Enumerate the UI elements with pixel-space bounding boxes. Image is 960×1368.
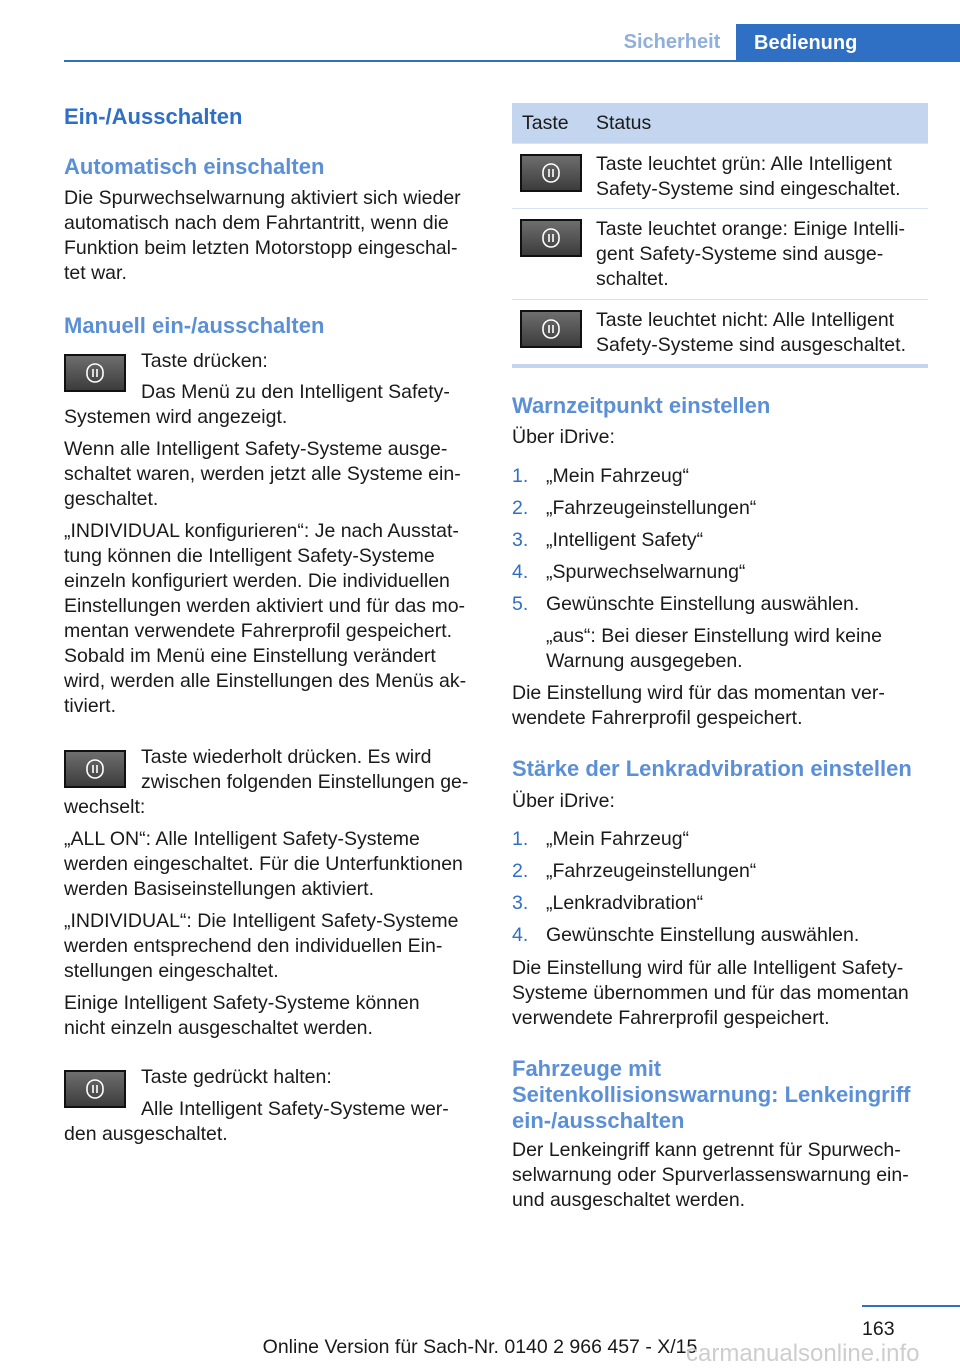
safety-icon — [85, 362, 105, 384]
text-line: Taste leuchtet grün: Alle Intelligent — [596, 153, 892, 175]
list-number: 1. — [512, 465, 529, 487]
heading-line: Fahrzeuge mit — [512, 1056, 662, 1081]
tab-sicherheit[interactable]: Sicherheit — [623, 31, 721, 53]
list-number: 3. — [512, 892, 529, 914]
paragraph-individual-konfigurieren — [64, 519, 476, 719]
list-text: „Fahrzeugeinstellungen“ — [546, 497, 757, 519]
text-line: „aus“: Bei dieser Einstellung wird keine — [546, 625, 882, 647]
paragraph-gespeichert — [512, 681, 928, 731]
table-header — [512, 103, 928, 143]
list-number: 4. — [512, 924, 529, 946]
text-line: mentan verwendete Fahrerprofil gespeichert. — [64, 620, 453, 642]
text-line: werden eingeschaltet. Für die Unterfunktionen — [64, 853, 463, 875]
text-line: Systeme übernommen und für das momentan — [512, 982, 909, 1004]
heading-manuell: Manuell ein-/ausschalten — [64, 313, 325, 338]
list-number: 4. — [512, 561, 529, 583]
list-number: 1. — [512, 828, 529, 850]
aus-note — [546, 624, 928, 674]
text-line: geschaltet. — [64, 488, 159, 510]
list-text: Gewünschte Einstellung auswählen. — [546, 924, 860, 946]
text-line: tung können die Intelligent Safety-Systeme — [64, 545, 435, 567]
text-line: stellungen eingeschaltet. — [64, 960, 279, 982]
text-line: einzeln konfiguriert werden. Die individuellen — [64, 570, 450, 592]
row-status — [596, 308, 926, 358]
status-table — [512, 103, 928, 364]
paragraph-lenkeingriff — [512, 1138, 928, 1213]
btn2-line3: wechselt: — [64, 796, 146, 818]
text-line: Die Einstellung wird für alle Intelligent Safety- — [512, 957, 904, 979]
safety-button-icon — [520, 154, 582, 192]
table-bottom-rule — [512, 364, 928, 368]
text-line: Sobald im Menü eine Einstellung verändert — [64, 645, 436, 667]
table-row — [512, 143, 928, 208]
safety-button-icon — [520, 310, 582, 348]
list-text: „Intelligent Safety“ — [546, 529, 704, 551]
list-text: „Mein Fahrzeug“ — [546, 828, 690, 850]
btn1-line2: Das Menü zu den Intelligent Safety- — [141, 381, 450, 403]
list-text: „Mein Fahrzeug“ — [546, 465, 690, 487]
text-line: schaltet waren, werden jetzt alle Systeme ein- — [64, 463, 461, 485]
safety-button-icon — [64, 1070, 126, 1108]
text-line: Warnung ausgegeben. — [546, 650, 743, 672]
header-rule — [64, 60, 960, 62]
paragraph-wenn-alle — [64, 437, 476, 512]
row-status — [596, 217, 926, 292]
watermark: carmanualsonline.info — [686, 1340, 920, 1367]
list-text: Gewünschte Einstellung auswählen. — [546, 593, 860, 615]
btn2-line2: zwischen folgenden Einstellungen ge- — [141, 771, 469, 793]
heading-warnzeitpunkt: Warnzeitpunkt einstellen — [512, 393, 771, 418]
footer-online-version: Online Version für Sach-Nr. 0140 2 966 457 - X/15 — [262, 1336, 698, 1358]
list-number: 2. — [512, 497, 529, 519]
list-text: „Lenkradvibration“ — [546, 892, 704, 914]
page-number-rule — [862, 1305, 960, 1307]
safety-icon — [541, 162, 561, 184]
text-line: wird, werden alle Einstellungen des Menüs ak- — [64, 670, 467, 692]
text-line: „INDIVIDUAL konfigurieren“: Je nach Ausstat- — [64, 520, 459, 542]
btn1-line1: Taste drücken: — [141, 350, 268, 372]
tab-bedienung[interactable]: Bedienung — [736, 24, 960, 62]
col-status: Status — [596, 111, 652, 134]
heading-staerke: Stärke der Lenkradvibration einstellen — [512, 756, 912, 781]
list-number: 5. — [512, 593, 529, 615]
text-line: und ausgeschaltet werden. — [512, 1189, 746, 1211]
text-line: Safety-Systeme sind eingeschaltet. — [596, 178, 901, 200]
row-status — [596, 152, 926, 202]
text-line: gent Safety-Systeme sind ausge- — [596, 243, 884, 265]
col-taste: Taste — [522, 111, 569, 134]
safety-button-icon — [520, 219, 582, 257]
btn1-line3: Systemen wird angezeigt. — [64, 406, 288, 428]
paragraph-automatisch — [64, 186, 476, 286]
ueber-idrive-1: Über iDrive: — [512, 426, 615, 448]
text-line: Die Einstellung wird für das momentan ver- — [512, 682, 885, 704]
paragraph-all-on — [64, 827, 476, 902]
text-line: Die Spurwechselwarnung aktiviert sich wieder — [64, 187, 461, 209]
list-text: „Spurwechselwarnung“ — [546, 561, 746, 583]
text-line: Wenn alle Intelligent Safety-Systeme ausge- — [64, 438, 448, 460]
text-line: Taste leuchtet nicht: Alle Intelligent — [596, 309, 895, 331]
safety-icon — [85, 758, 105, 780]
text-line: wendete Fahrerprofil gespeichert. — [512, 707, 803, 729]
btn3-line1: Taste gedrückt halten: — [141, 1066, 332, 1088]
paragraph-individual — [64, 909, 476, 984]
text-line: schaltet. — [596, 268, 669, 290]
safety-icon — [541, 318, 561, 340]
table-row — [512, 208, 928, 299]
safety-icon — [85, 1078, 105, 1100]
text-line: automatisch nach dem Fahrtantritt, wenn die — [64, 212, 449, 234]
heading-line: ein-/ausschalten — [512, 1108, 685, 1133]
text-line: Einstellungen werden aktiviert und für das mo- — [64, 595, 466, 617]
table-row — [512, 299, 928, 364]
heading-fahrzeuge — [512, 1056, 928, 1134]
safety-button-icon — [64, 354, 126, 392]
text-line: nicht einzeln ausgeschaltet werden. — [64, 1017, 373, 1039]
safety-icon — [541, 227, 561, 249]
heading-automatisch: Automatisch einschalten — [64, 154, 325, 179]
text-line: Funktion beim letzten Motorstopp eingeschal- — [64, 237, 458, 259]
text-line: Der Lenkeingriff kann getrennt für Spurwech- — [512, 1139, 901, 1161]
text-line: „ALL ON“: Alle Intelligent Safety-Systeme — [64, 828, 420, 850]
text-line: tiviert. — [64, 695, 117, 717]
text-line: selwarnung oder Spurverlassenswarnung ein- — [512, 1164, 909, 1186]
btn3-line3: den ausgeschaltet. — [64, 1123, 228, 1145]
heading-line: Seitenkollisionswarnung: Lenkeingriff — [512, 1082, 911, 1107]
page-number: 163 — [862, 1318, 895, 1340]
text-line: werden Basiseinstellungen aktiviert. — [64, 878, 375, 900]
text-line: verwendete Fahrerprofil gespeichert. — [512, 1007, 830, 1029]
text-line: werden entsprechend den individuellen Ein- — [64, 935, 443, 957]
text-line: Einige Intelligent Safety-Systeme können — [64, 992, 420, 1014]
btn3-line2: Alle Intelligent Safety-Systeme wer- — [141, 1098, 449, 1120]
text-line: Safety-Systeme sind ausgeschaltet. — [596, 334, 906, 356]
list-number: 2. — [512, 860, 529, 882]
ueber-idrive-2: Über iDrive: — [512, 790, 615, 812]
safety-button-icon — [64, 750, 126, 788]
list-text: „Fahrzeugeinstellungen“ — [546, 860, 757, 882]
btn2-line1: Taste wiederholt drücken. Es wird — [141, 746, 432, 768]
text-line: „INDIVIDUAL“: Die Intelligent Safety-Systeme — [64, 910, 459, 932]
text-line: tet war. — [64, 262, 127, 284]
list-number: 3. — [512, 529, 529, 551]
heading-ein-ausschalten: Ein-/Ausschalten — [64, 104, 243, 129]
paragraph-alle — [512, 956, 928, 1031]
text-line: Taste leuchtet orange: Einige Intelli- — [596, 218, 905, 240]
paragraph-einige — [64, 991, 476, 1041]
